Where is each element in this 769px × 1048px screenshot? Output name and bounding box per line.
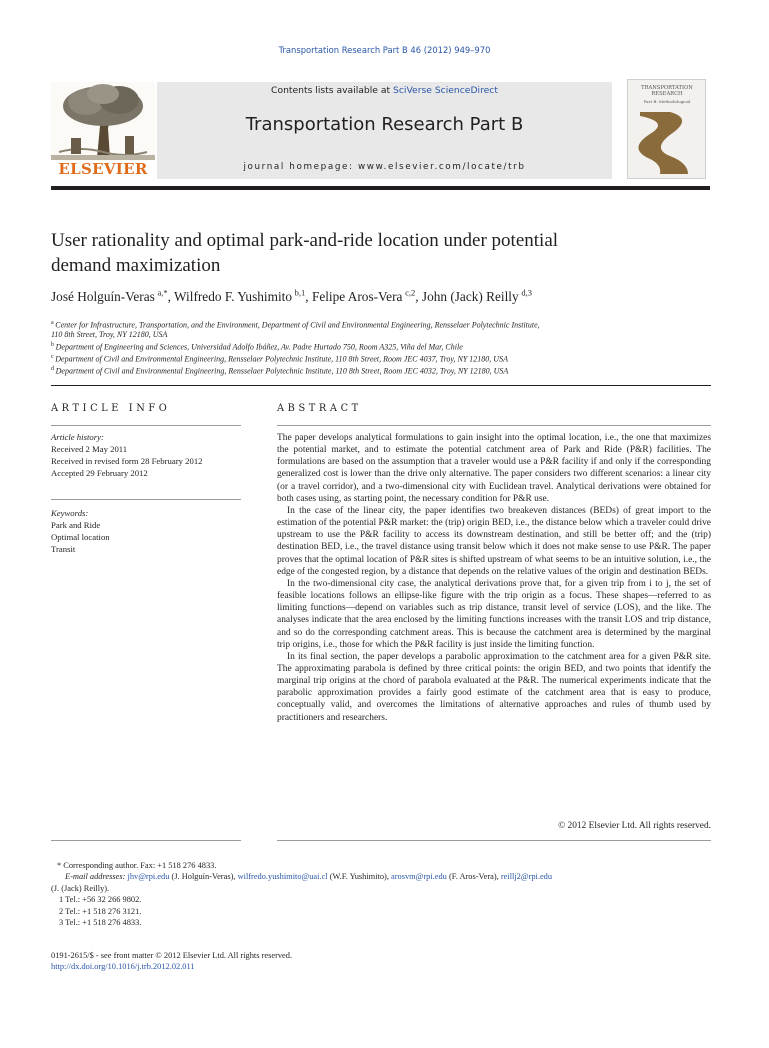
email-link[interactable]: reillj2@rpi.edu [500, 872, 553, 882]
affiliation-rule [51, 385, 711, 386]
abstract-paragraph: In the case of the linear city, the paper identifies two breakeven distances (BEDs) of great import to the estimation of the potential P&R market: the (trip) origin BED, i.e., the distance below which a traveler could drive upstream to use the P&R facility to access its downstream destination, and still be better off; and the (trip) destination BED, i.e., the travel distance using transit below which it does not make sense to use P&R. The paper proves that the optimal location of P&R sites is shifted upstream of what seems to be an intuitive solution, i.e., the edge of the congested region, by a distance that depends on the relative values of the origin and destination BEDs. [277, 505, 711, 577]
info-bottom-rule [51, 840, 241, 841]
article-history: Article history: Received 2 May 2011 Received in revised form 28 February 2012 Accepted 29 February 2012 [51, 432, 203, 478]
author: Felipe Aros-Vera $^{c,2}$, [311, 288, 422, 305]
keyword: Optimal location [51, 532, 110, 542]
journal-homepage[interactable]: journal homepage: www.elsevier.com/locate/trb [243, 162, 526, 172]
abstract-paragraph: In its final section, the paper develops a parabolic approximation to the catchment area for a given P&R site. The approximating parabola is defined by three critical points: the origin BED, and two points that identify the marginal trip origins at the chord of parabola evaluated at the P&R. The numerical experiments indicate that the parabolic approximation provides a fairly good estimate of the catchment area that is easy to produce, conceptually valid, and overcomes the limitations of alternative approaches and rules of thumb used by practitioners and researchers. [277, 651, 711, 723]
keyword: Transit [51, 544, 76, 554]
abstract-bottom-rule [277, 840, 711, 841]
sciencedirect-link[interactable]: SciVerse ScienceDirect [393, 85, 498, 96]
author-list [51, 288, 711, 305]
keywords: Keywords: Park and Ride Optimal location Transit [51, 507, 241, 555]
abstract-heading: ABSTRACT [277, 403, 362, 414]
info-rule [51, 425, 241, 426]
corresponding-author: * Corresponding author. Fax: +1 518 276 4833. [57, 861, 217, 870]
road-curve-icon [630, 108, 703, 176]
elsevier-wordmark: ELSEVIER [58, 160, 148, 178]
email-addresses: E-mail addresses: jhv@rpi.edu (J. Holguín-Veras), wilfredo.yushimito@uai.cl (W.F. Yushimito), arosvm@rpi.edu (F. Aros-Vera), reillj2@rpi.edu [65, 872, 553, 882]
abstract-paragraph: The paper develops analytical formulations to gain insight into the optimal location, i.e., the one that maximizes the potential market, and to estimate the potential catchment area of Park and Ride (P&R) facilities. The formulations are based on the assumption that a traveler would use a P&R facility if and only if the corresponding generalized cost is lower than the drive only alternative. The paper considers two different scenarios: a linear city (or a travel corridor), and a two-dimensional city with Euclidean travel. Analytical derivations were obtained for both cases using, as starting point, the necessary condition for P&R use. [277, 433, 711, 504]
author: José Holguín-Veras $^{a,*}$, [51, 288, 175, 305]
abstract-copyright: © 2012 Elsevier Ltd. All rights reserved. [558, 821, 711, 831]
email-link[interactable]: wilfredo.yushimito@uai.cl [237, 872, 328, 882]
issn-line: 0191-2615/$ - see front matter © 2012 Elsevier Ltd. All rights reserved. [51, 951, 293, 960]
article-info-heading: ARTICLE INFO [51, 403, 171, 414]
affiliation-b: $^b$ Department of Engineering and Sciences, Universidad Adolfo Ibáñez, Av. Padre Hurtado 750, Room A325, Viña del Mar, Chile [51, 342, 463, 352]
abstract-rule [277, 425, 711, 426]
paper-title: User rationality and optimal park-and-ride location under potential demand maximization [51, 230, 559, 276]
author: Wilfredo F. Yushimito $^{b,1}$, [174, 288, 312, 305]
running-head[interactable]: Transportation Research Part B 46 (2012) 949–970 [278, 45, 491, 55]
affiliation-d: $^d$ Department of Civil and Environmental Engineering, Rensselaer Polytechnic Institute, 110 8th Street, Room JEC 4032, Troy, NY 12180, USA [51, 366, 509, 376]
abstract-paragraph: In the two-dimensional city case, the analytical derivations prove that, for a given trip from i to j, the set of feasible locations follows an ellipse-like figure with the trip origin as a focus. These shapes—referred to as limiting functions—depend on variables such as trip distance, transit level of service (LOS), and the like. The analyses indicate that the area enclosed by the limiting functions increases with the transit LOS and trip distance, and so do the corresponding catchment areas. This is because the catchment area is determined by the marginal trip origins, i.e., those for which the P&R facility is just inside the limiting function. [277, 578, 711, 650]
affiliation-c: $^c$ Department of Civil and Environmental Engineering, Rensselaer Polytechnic Institute, 110 8th Street, Room JEC 4037, Troy, NY 12180, USA [51, 354, 508, 364]
affiliation-a-cont: 110 8th Street, Troy, NY 12180, USA [51, 330, 168, 339]
affiliation-a: $^a$ Center for Infrastructure, Transportation, and the Environment, Department of Civil and Environmental Engineering, Rensselaer Polytechnic Institute, [51, 320, 540, 330]
cover-title: TRANSPORTATION RESEARCH Part B: Methodological [641, 85, 693, 104]
contents-line: Contents lists available at SciVerse ScienceDirect [271, 85, 498, 96]
header-rule [51, 186, 710, 190]
keywords-rule [51, 499, 241, 500]
abstract-text [277, 432, 711, 724]
keyword: Park and Ride [51, 520, 101, 530]
doi-link[interactable]: http://dx.doi.org/10.1016/j.trb.2012.02.011 [51, 962, 195, 972]
journal-title: Transportation Research Part B [245, 114, 524, 135]
footnotes: * Corresponding author. Fax: +1 518 276 4833. E-mail addresses: jhv@rpi.edu (J. Holguín-Veras), wilfredo.yushimito@uai.cl (W.F. Yushimito), arosvm@rpi.edu (F. Aros-Vera), reillj2@rpi.edu (J. (Jack) Reilly). 1 Tel.: +56 32 266 9802. 2 Tel.: +1 518 276 3121. 3 Tel.: +1 518 276 4833. [51, 860, 711, 928]
author: John (Jack) Reilly $^{d,3}$ [421, 288, 532, 305]
footnote-tel: 3 Tel.: +1 518 276 4833. [59, 918, 142, 928]
footnote-tel: 1 Tel.: +56 32 266 9802. [59, 895, 142, 905]
email-link[interactable]: arosvm@rpi.edu [391, 872, 447, 882]
publication-info [51, 950, 711, 973]
footnote-tel: 2 Tel.: +1 518 276 3121. [59, 906, 142, 916]
email-link[interactable]: jhv@rpi.edu [127, 872, 170, 882]
tree-icon [51, 82, 155, 160]
